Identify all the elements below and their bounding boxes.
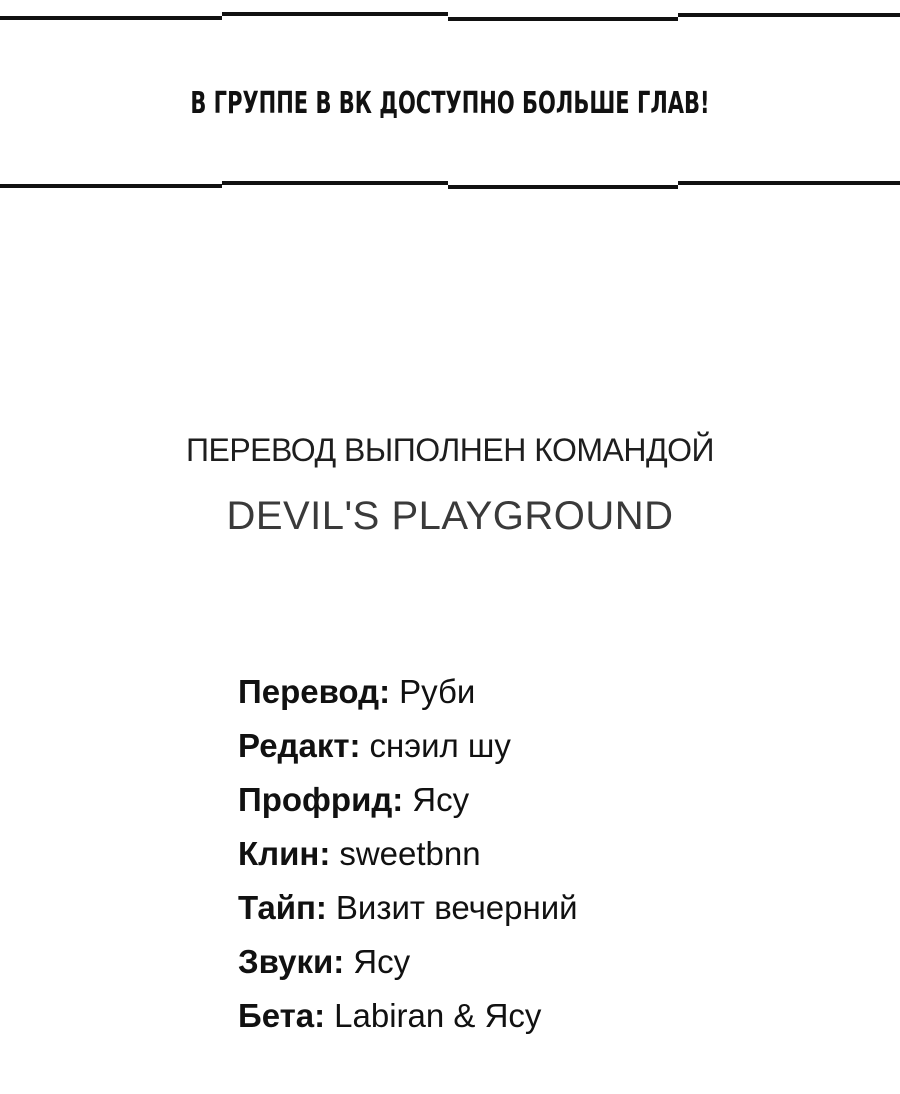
role-value: Визит вечерний — [335, 889, 578, 926]
role-label: Клин: — [238, 835, 331, 872]
role-label: Бета: — [238, 997, 326, 1034]
divider-segment — [222, 12, 448, 16]
divider-segment — [448, 185, 678, 189]
divider-segment — [0, 16, 222, 20]
top-divider — [0, 10, 900, 22]
role-value: Labiran & Ясу — [334, 997, 542, 1034]
role-label: Профрид: — [238, 781, 404, 818]
credit-row-editing — [238, 724, 578, 778]
translation-credit-intro: ПЕРЕВОД ВЫПОЛНЕН КОМАНДОЙ — [185, 432, 715, 468]
role-label: Перевод: — [238, 673, 391, 710]
divider-segment — [678, 13, 900, 17]
credit-row-sounds — [238, 940, 578, 994]
role-value: sweetbnn — [339, 835, 481, 872]
role-label: Звуки: — [238, 943, 345, 980]
credit-row-cleaning — [238, 832, 578, 886]
team-name: DEVIL'S PLAYGROUND — [226, 494, 674, 538]
bottom-divider — [0, 178, 900, 190]
role-label: Редакт: — [238, 727, 361, 764]
role-value: снэил шу — [369, 727, 511, 764]
divider-segment — [448, 17, 678, 21]
vk-group-banner: В ГРУППЕ В ВК ДОСТУПНО БОЛЬШЕ ГЛАВ! — [190, 86, 710, 121]
divider-segment — [222, 181, 448, 185]
credit-row-typesetting — [238, 886, 578, 940]
role-label: Тайп: — [238, 889, 327, 926]
role-value: Руби — [399, 673, 476, 710]
role-value: Ясу — [353, 943, 411, 980]
divider-segment — [678, 181, 900, 185]
credit-row-translation — [238, 670, 578, 724]
staff-credits-list — [238, 670, 578, 1048]
credit-row-beta — [238, 994, 578, 1048]
divider-segment — [0, 184, 222, 188]
role-value: Ясу — [412, 781, 470, 818]
credit-row-proofreading — [238, 778, 578, 832]
